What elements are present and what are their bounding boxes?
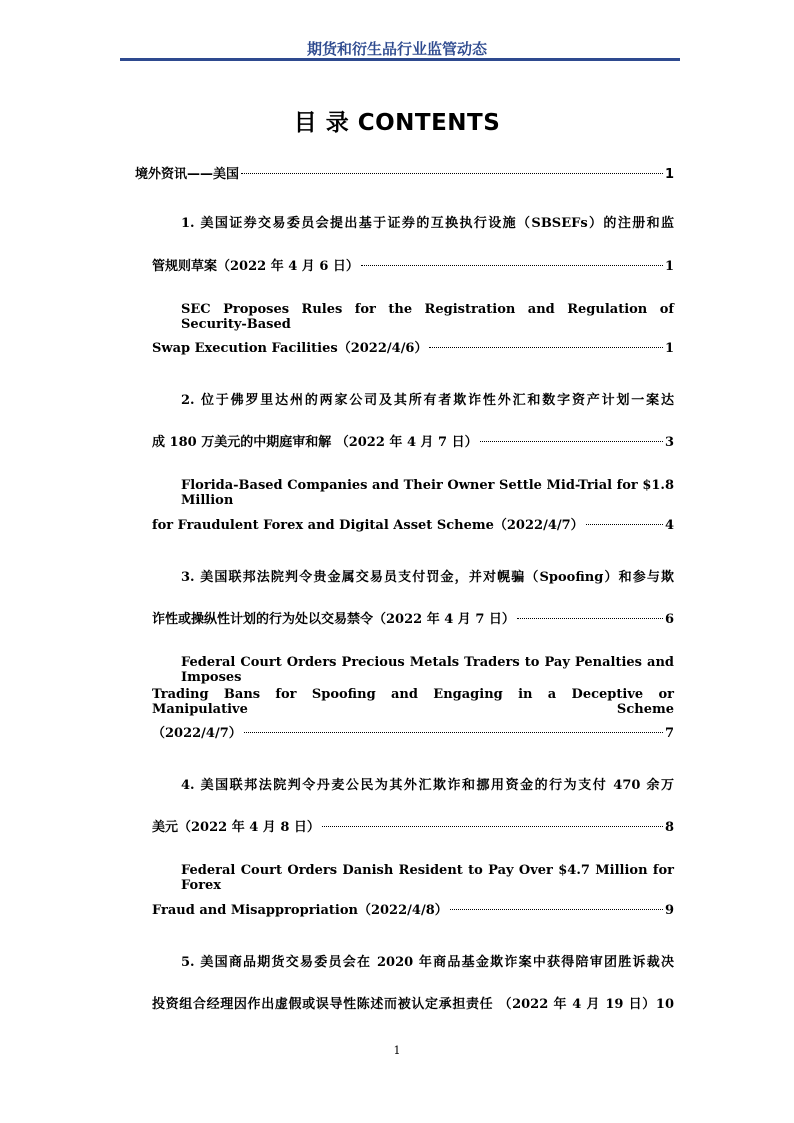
running-header: 期货和衍生品行业监管动态 [306, 40, 487, 58]
leader-dots [480, 441, 663, 442]
toc-section-us[interactable] [135, 163, 674, 182]
toc-entry-5-line1[interactable]: 5. 美国商品期货交易委员会在 2020 年商品基金欺诈案中获得陪审团胜诉裁决 [181, 955, 674, 970]
toc-entry-1-line2[interactable] [152, 255, 674, 274]
toc-entry-text: （2022/4/7） [152, 726, 242, 741]
toc-entry-2-line2[interactable] [152, 431, 674, 450]
toc-entry-3en-line3[interactable] [152, 722, 674, 741]
toc-entry-4-line1[interactable]: 4. 美国联邦法院判令丹麦公民为其外汇欺诈和挪用资金的行为支付 470 余万 [181, 778, 674, 793]
leader-dots [241, 173, 663, 174]
toc-entry-text: Fraud and Misappropriation（2022/4/8） [152, 903, 448, 918]
toc-entry-1-line1[interactable]: 1. 美国证券交易委员会提出基于证券的互换执行设施（SBSEFs）的注册和监 [181, 216, 674, 231]
toc-entry-1en-line1[interactable]: SEC Proposes Rules for the Registration and Regulation of Security-Based [181, 302, 674, 332]
toc-page-number: 4 [664, 518, 674, 533]
toc-title: 目 录 CONTENTS [293, 110, 501, 136]
toc-page-number: 9 [664, 903, 674, 918]
toc-page-number: 1 [664, 259, 674, 274]
leader-dots [361, 265, 663, 266]
toc-entry-1en-line2[interactable] [152, 337, 674, 356]
leader-dots [450, 909, 663, 910]
toc-entry-2en-line1[interactable]: Florida-Based Companies and Their Owner Settle Mid-Trial for $1.8 Million [181, 478, 674, 508]
toc-entry-text: for Fraudulent Forex and Digital Asset Scheme（2022/4/7） [152, 518, 584, 533]
leader-dots [586, 524, 663, 525]
toc-page-number: 10 [655, 997, 674, 1012]
toc-entry-4en-line1[interactable]: Federal Court Orders Danish Resident to Pay Over $4.7 Million for Forex [181, 863, 674, 893]
toc-entry-text: 管规则草案（2022 年 4 月 6 日） [152, 259, 359, 274]
toc-entry-text: 投资组合经理因作出虚假或误导性陈述而被认定承担责任 （2022 年 4 月 19 日） [152, 997, 656, 1012]
toc-page-number: 1 [664, 167, 674, 182]
toc-entry-text: 成 180 万美元的中期庭审和解 （2022 年 4 月 7 日） [152, 435, 478, 450]
toc-entry-3en-line2[interactable]: Trading Bans for Spoofing and Engaging in a Deceptive or Manipulative Scheme [152, 687, 674, 717]
toc-page-number: 6 [664, 612, 674, 627]
leader-dots [244, 732, 663, 733]
toc-entry-2en-line2[interactable] [152, 514, 674, 533]
header-rule [120, 58, 680, 61]
leader-dots [322, 826, 663, 827]
toc-page-number: 3 [664, 435, 674, 450]
leader-dots [429, 347, 662, 348]
leader-dots [517, 618, 663, 619]
toc-entry-3-line2[interactable] [152, 608, 674, 627]
toc-page-number: 8 [664, 820, 674, 835]
toc-entry-text: Swap Execution Facilities（2022/4/6） [152, 341, 428, 356]
toc-entry-3en-line1[interactable]: Federal Court Orders Precious Metals Traders to Pay Penalties and Imposes [181, 655, 674, 685]
toc-entry-4en-line2[interactable] [152, 899, 674, 918]
toc-page-number: 1 [664, 341, 674, 356]
toc-page-number: 7 [664, 726, 674, 741]
toc-entry-text: 美元（2022 年 4 月 8 日） [152, 820, 320, 835]
page-number: 1 [393, 1044, 401, 1057]
toc-entry-4-line2[interactable] [152, 816, 674, 835]
toc-section-label: 境外资讯——美国 [135, 167, 240, 182]
toc-entry-3-line1[interactable]: 3. 美国联邦法院判令贵金属交易员支付罚金，并对幌骗（Spoofing）和参与欺 [181, 570, 674, 585]
toc-entry-5-line2[interactable] [152, 993, 674, 1012]
toc-entry-2-line1[interactable]: 2. 位于佛罗里达州的两家公司及其所有者欺诈性外汇和数字资产计划一案达 [181, 393, 674, 408]
toc-entry-text: 诈性或操纵性计划的行为处以交易禁令（2022 年 4 月 7 日） [152, 612, 515, 627]
